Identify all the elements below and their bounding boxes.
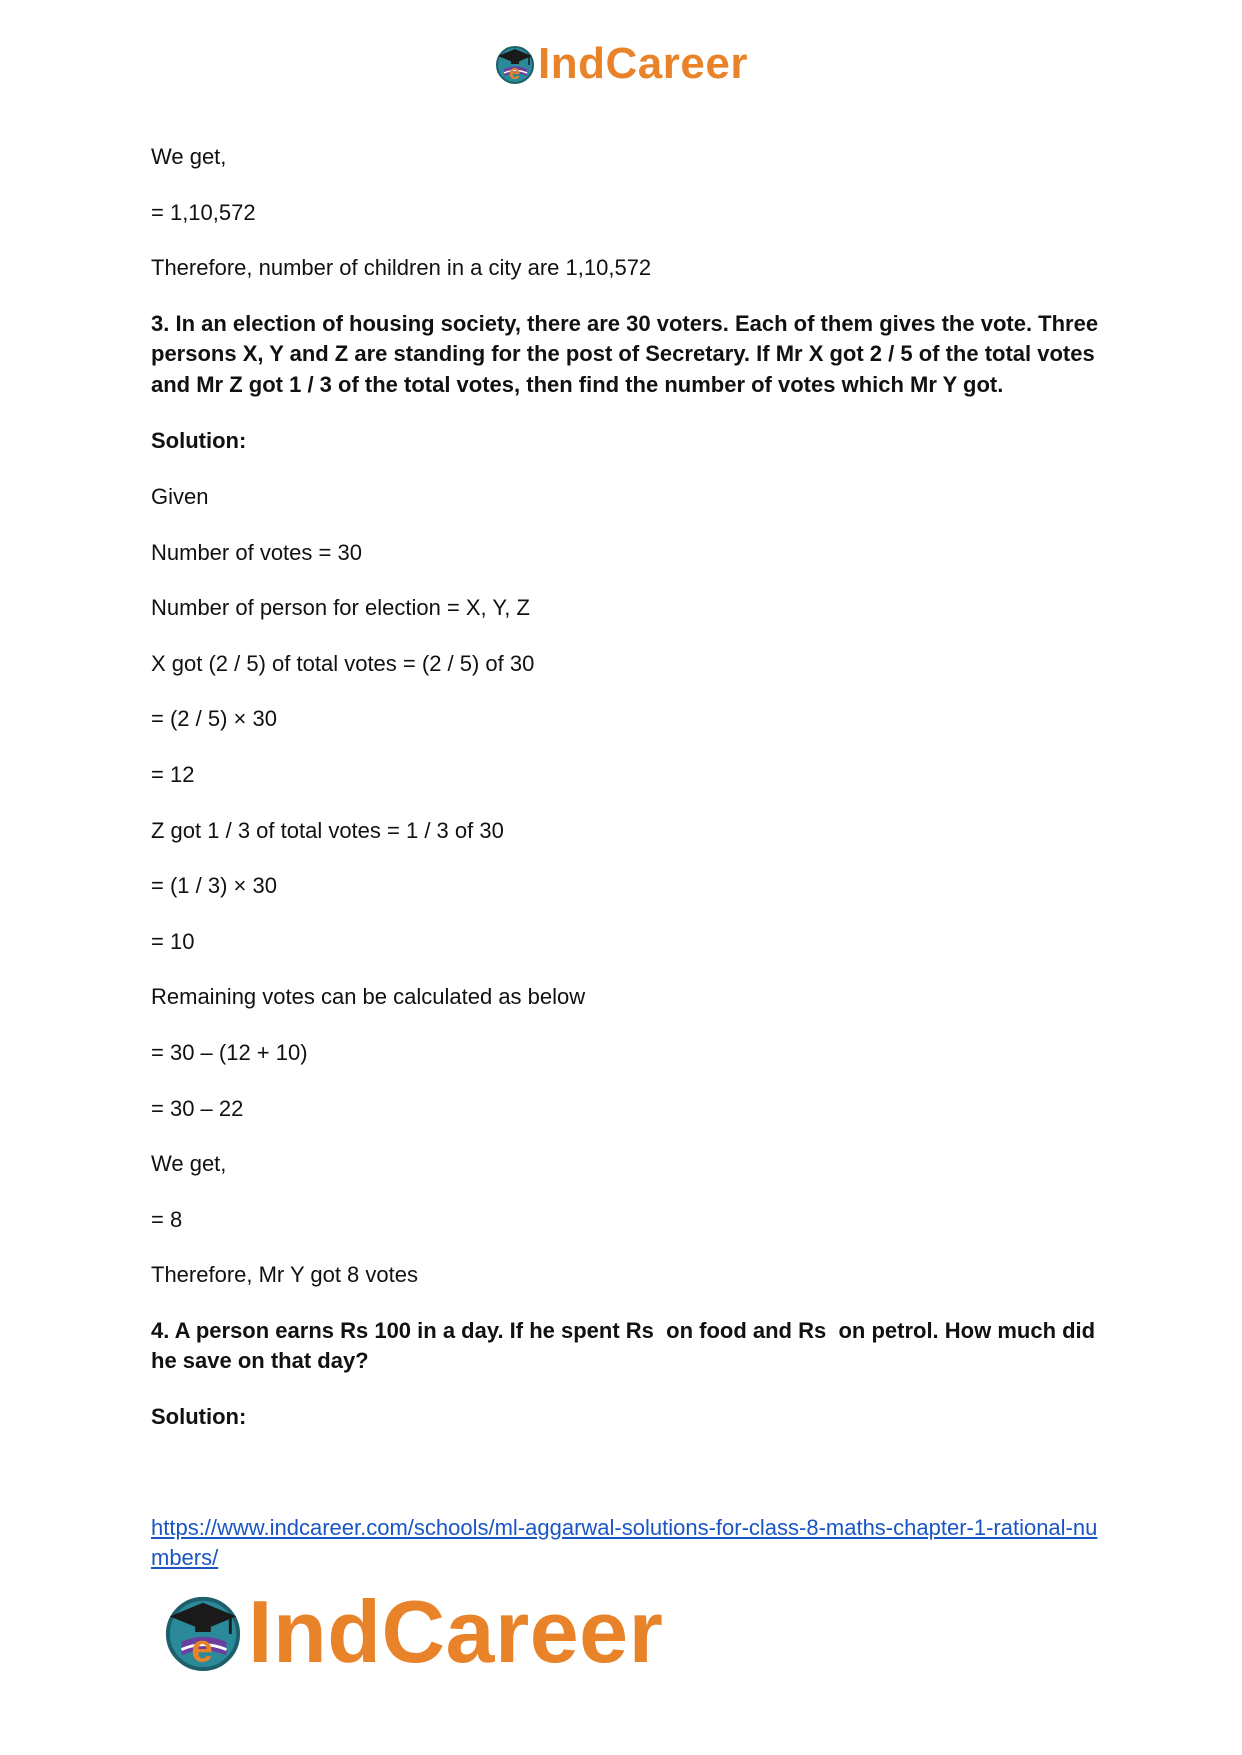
- solution-line: Remaining votes can be calculated as below: [151, 984, 586, 1010]
- solution-line: We get,: [151, 1151, 227, 1177]
- solution-line: We get,: [151, 144, 227, 169]
- graduation-cap-book-globe-icon: [494, 43, 536, 85]
- footer-logo: [162, 1582, 664, 1681]
- solution-line: X got (2 / 5) of total votes = (2 / 5) of 30: [151, 650, 535, 676]
- question-text: 3. In an election of housing society, there are 30 voters. Each of them gives the vote. Three persons X, Y and Z are standing for the post of Secretary. If Mr X got 2 / 5 of the total votes and Mr Z got 1 / 3 of the total votes, then find the number of votes which Mr Y got.: [151, 310, 1105, 397]
- source-url-link[interactable]: https://www.indcareer.com/schools/ml-aggarwal-solutions-for-class-8-maths-chapter-1-rational-numbers/: [151, 1515, 1098, 1570]
- indcareer-logo: [494, 39, 748, 88]
- svg-text:e: e: [509, 62, 521, 84]
- graduation-cap-book-globe-icon: [162, 1591, 244, 1673]
- logo-text-large: IndCareer: [248, 1582, 664, 1681]
- indcareer-logo-large: [162, 1582, 664, 1681]
- solution-line: = 8: [151, 1206, 183, 1232]
- solution-line: = (1 / 3) × 30: [151, 873, 277, 899]
- solution-line: Therefore, Mr Y got 8 votes: [151, 1262, 418, 1288]
- solution-line: Therefore, number of children in a city are 1,10,572: [151, 255, 652, 281]
- svg-text:e: e: [191, 1627, 214, 1671]
- solution-line: = 10: [151, 928, 195, 954]
- solution-line: Number of person for election = X, Y, Z: [151, 595, 530, 621]
- solution-line: = 1,10,572: [151, 199, 256, 225]
- question-text: Solution:: [151, 427, 247, 453]
- question-text: Solution:: [151, 1404, 247, 1430]
- logo-text: IndCareer: [538, 39, 748, 88]
- header-logo: [0, 39, 1242, 88]
- document-body: [151, 142, 1105, 1459]
- solution-line: = 30 – 22: [151, 1095, 244, 1121]
- solution-line: Z got 1 / 3 of total votes = 1 / 3 of 30: [151, 817, 504, 843]
- solution-line: = (2 / 5) × 30: [151, 706, 277, 732]
- solution-line: Given: [151, 483, 209, 509]
- question-text: 4. A person earns Rs 100 in a day. If he spent Rs on food and Rs on petrol. How much did he save on that day?: [151, 1317, 1102, 1374]
- solution-line: = 12: [151, 761, 195, 787]
- solution-line: Number of votes = 30: [151, 539, 362, 565]
- solution-line: = 30 – (12 + 10): [151, 1039, 308, 1065]
